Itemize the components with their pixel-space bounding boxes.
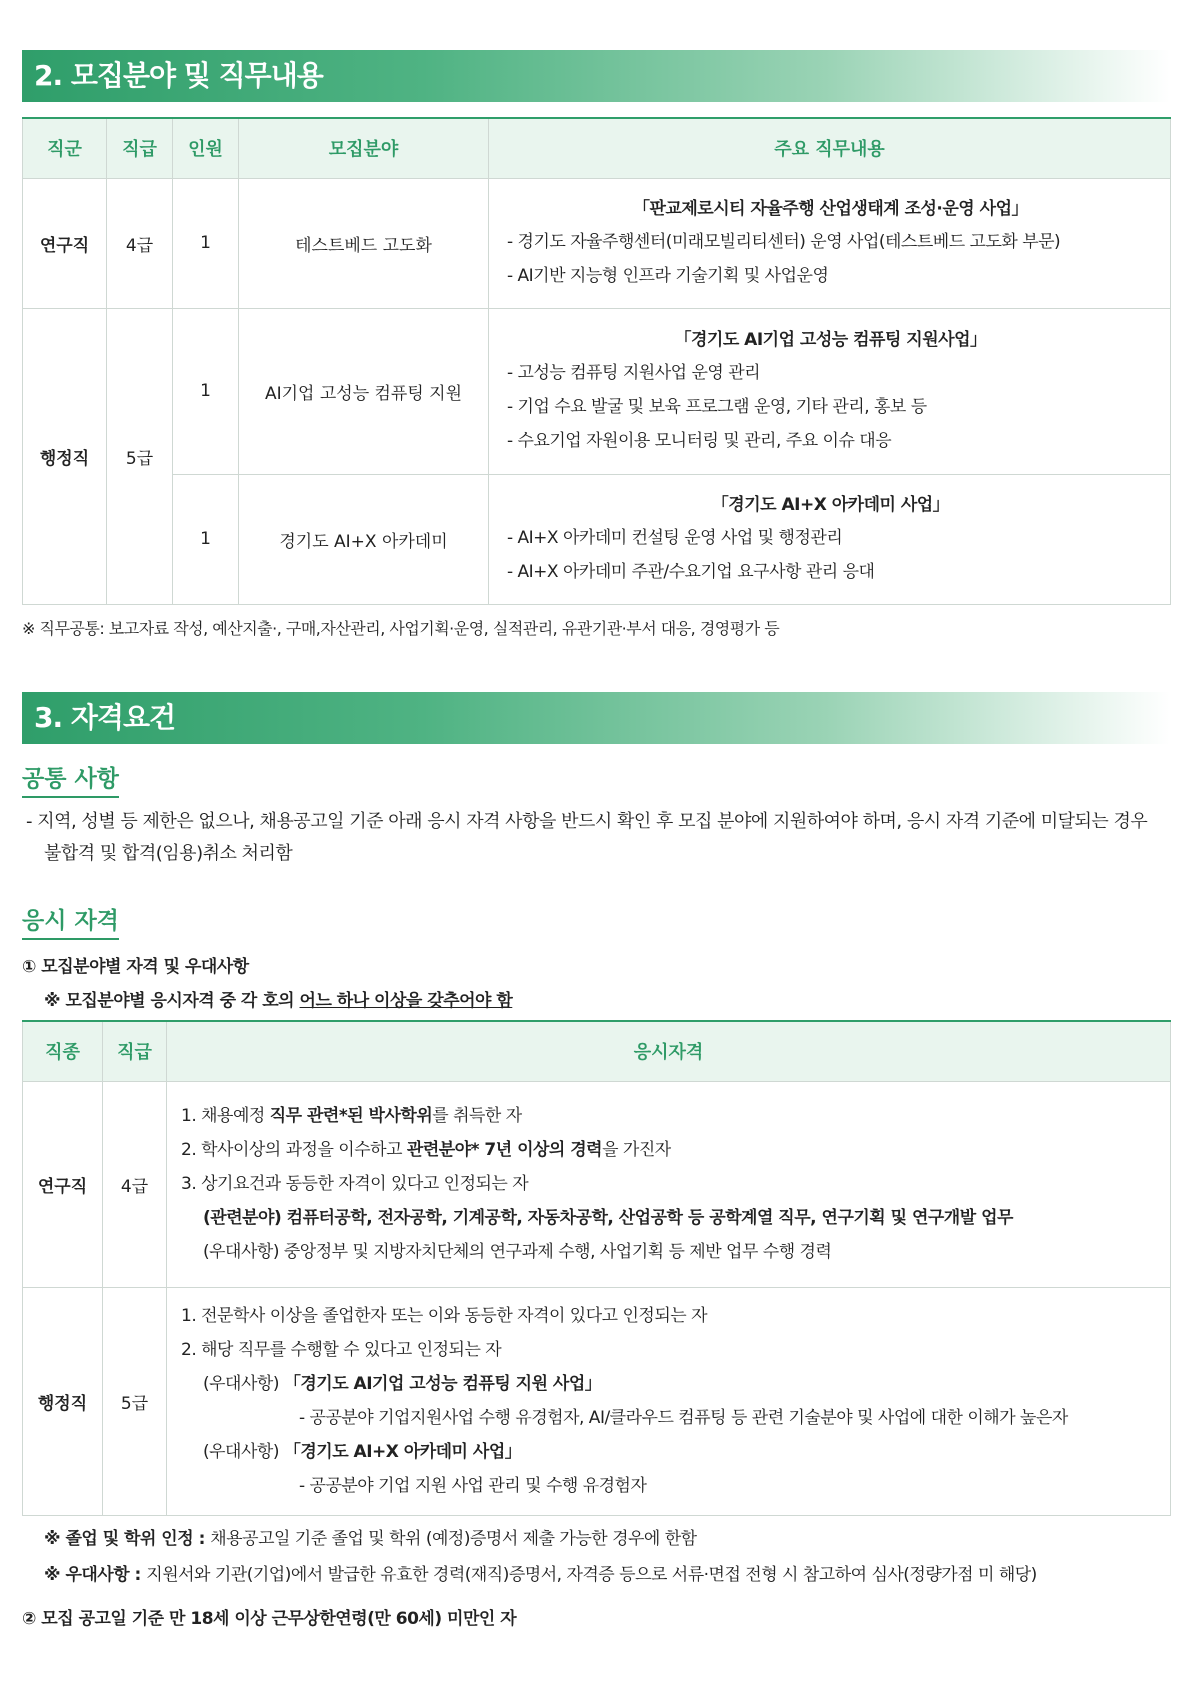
row-type: 행정직 xyxy=(23,1287,103,1515)
qual-text: 2. 학사이상의 과정을 이수하고 xyxy=(181,1140,407,1160)
header-count: 인원 xyxy=(173,118,239,178)
row-count: 1 xyxy=(173,178,239,308)
note-text: 채용공고일 기준 졸업 및 학위 (예정)증명서 제출 가능한 경우에 한함 xyxy=(210,1529,697,1549)
row-qualification xyxy=(167,1081,1171,1287)
row-duty xyxy=(489,474,1171,604)
duty-item: - AI+X 아카데미 주관/수요기업 요구사항 관리 응대 xyxy=(507,561,875,582)
qual-text-bold: 「경기도 AI+X 아카데미 사업」 xyxy=(283,1442,522,1462)
duty-item: - 수요기업 자원이용 모니터링 및 관리, 주요 이슈 대응 xyxy=(507,430,892,451)
note-text: 지원서와 기관(기업)에서 발급한 유효한 경력(재직)증명서, 자격증 등으로 서류·면접 전형 시 참고하여 심사(정량가점 미 해당) xyxy=(146,1565,1037,1585)
header-grade: 직급 xyxy=(107,118,173,178)
qual-line: - 공공분야 기업지원사업 수행 유경험자, AI/클라우드 컴퓨팅 등 관련 기술분야 및 사업에 대한 이해가 높은자 xyxy=(299,1408,1068,1428)
qual-text-bold: 「경기도 AI기업 고성능 컴퓨팅 지원 사업」 xyxy=(283,1374,602,1394)
common-text-1: - 지역, 성별 등 제한은 없으나, 채용공고일 기준 아래 응시 자격 사항을 반드시 확인 후 모집 분야에 지원하여야 하며, 응시 자격 기준에 미달되는 경우 xyxy=(26,811,1148,832)
row-group: 행정직 xyxy=(23,308,107,604)
row-group: 연구직 xyxy=(23,178,107,308)
duty-item: - 고성능 컴퓨팅 지원사업 운영 관리 xyxy=(507,362,761,383)
qual-line xyxy=(181,1133,1156,1167)
preference-note xyxy=(44,1560,1037,1585)
header-type: 직종 xyxy=(23,1021,103,1081)
qual-text-bold: 관련분야* 7년 이상의 경력 xyxy=(406,1140,603,1160)
qualification-title: 응시 자격 xyxy=(22,902,119,940)
row-type: 연구직 xyxy=(23,1081,103,1287)
table-row xyxy=(23,474,1171,604)
item1-note-underline: 어느 하나 이상을 갖추어야 함 xyxy=(299,991,513,1011)
qual-text: (우대사항) xyxy=(203,1374,284,1394)
row-count: 1 xyxy=(173,474,239,604)
qual-line xyxy=(181,1435,1156,1469)
row-duty xyxy=(489,308,1171,474)
common-title: 공통 사항 xyxy=(22,760,119,798)
table-row xyxy=(23,1287,1171,1515)
row-field: 경기도 AI+X 아카데미 xyxy=(239,474,489,604)
qual-text: 1. 채용예정 xyxy=(181,1106,270,1126)
table-header-row xyxy=(23,1021,1171,1081)
section-3-title: 3. 자격요건 xyxy=(22,692,1170,744)
header-grade: 직급 xyxy=(103,1021,167,1081)
header-field: 모집분야 xyxy=(239,118,489,178)
qual-line: 2. 해당 직무를 수행할 수 있다고 인정되는 자 xyxy=(181,1340,502,1360)
section-2-title: 2. 모집분야 및 직무내용 xyxy=(22,50,1170,102)
qual-line: - 공공분야 기업 지원 사업 관리 및 수행 유경험자 xyxy=(299,1476,647,1496)
qual-line xyxy=(181,1099,1156,1133)
table-row xyxy=(23,308,1171,474)
table-header-row xyxy=(23,118,1171,178)
qual-line: 3. 상기요건과 동등한 자격이 있다고 인정되는 자 xyxy=(181,1174,529,1194)
item1-note-pre: ※ 모집분야별 응시자격 중 각 호의 xyxy=(44,991,300,1011)
row-grade: 4급 xyxy=(107,178,173,308)
duty-common-note: ※ 직무공통: 보고자료 작성, 예산지출·, 구매,자산관리, 사업기획·운영, 실적관리, 유관기관·부서 대응, 경영평가 등 xyxy=(22,619,780,638)
qual-text: (우대사항) xyxy=(203,1442,284,1462)
row-grade: 4급 xyxy=(103,1081,167,1287)
row-grade: 5급 xyxy=(103,1287,167,1515)
qual-line xyxy=(181,1367,1156,1401)
duty-title: 「경기도 AI+X 아카데미 사업」 xyxy=(711,494,950,515)
item2-title: ② 모집 공고일 기준 만 18세 이상 근무상한연령(만 60세) 미만인 자 xyxy=(22,1609,517,1629)
table-row xyxy=(23,1081,1171,1287)
item1-note xyxy=(44,986,512,1011)
degree-note xyxy=(44,1524,697,1549)
row-qualification xyxy=(167,1287,1171,1515)
qual-line: 1. 전문학사 이상을 졸업한자 또는 이와 동등한 자격이 있다고 인정되는 자 xyxy=(181,1306,707,1326)
duty-item: - AI기반 지능형 인프라 기술기획 및 사업운영 xyxy=(507,265,829,286)
recruitment-field-table xyxy=(22,117,1171,605)
duty-title: 「판교제로시티 자율주행 산업생태계 조성·운영 사업」 xyxy=(633,198,1028,219)
qual-text: 를 취득한 자 xyxy=(432,1106,522,1126)
duty-item: - AI+X 아카데미 컨설팅 운영 사업 및 행정관리 xyxy=(507,527,843,548)
note-label: ※ 우대사항 : xyxy=(44,1565,147,1585)
note-label: ※ 졸업 및 학위 인정 : xyxy=(44,1529,211,1549)
qualification-table xyxy=(22,1020,1171,1516)
qual-line: (우대사항) 중앙정부 및 지방자치단체의 연구과제 수행, 사업기획 등 제반 업무 수행 경력 xyxy=(203,1242,832,1262)
row-grade: 5급 xyxy=(107,308,173,604)
table-row xyxy=(23,178,1171,308)
row-count: 1 xyxy=(173,308,239,474)
row-field: AI기업 고성능 컴퓨팅 지원 xyxy=(239,308,489,474)
duty-item: - 기업 수요 발굴 및 보육 프로그램 운영, 기타 관리, 홍보 등 xyxy=(507,396,927,417)
header-group: 직군 xyxy=(23,118,107,178)
qual-text-bold: 직무 관련*된 박사학위 xyxy=(269,1106,433,1126)
row-duty xyxy=(489,178,1171,308)
qual-line: (관련분야) 컴퓨터공학, 전자공학, 기계공학, 자동차공학, 산업공학 등 공학계열 직무, 연구기획 및 연구개발 업무 xyxy=(203,1208,1013,1228)
item1-title: ① 모집분야별 자격 및 우대사항 xyxy=(22,957,249,977)
row-field: 테스트베드 고도화 xyxy=(239,178,489,308)
common-text-2: 불합격 및 합격(임용)취소 처리함 xyxy=(44,843,293,864)
duty-item: - 경기도 자율주행센터(미래모빌리티센터) 운영 사업(테스트베드 고도화 부문) xyxy=(507,231,1061,252)
header-duty: 주요 직무내용 xyxy=(489,118,1171,178)
header-qualification: 응시자격 xyxy=(167,1021,1171,1081)
duty-title: 「경기도 AI기업 고성능 컴퓨팅 지원사업」 xyxy=(674,329,987,350)
qual-text: 을 가진자 xyxy=(602,1140,671,1160)
